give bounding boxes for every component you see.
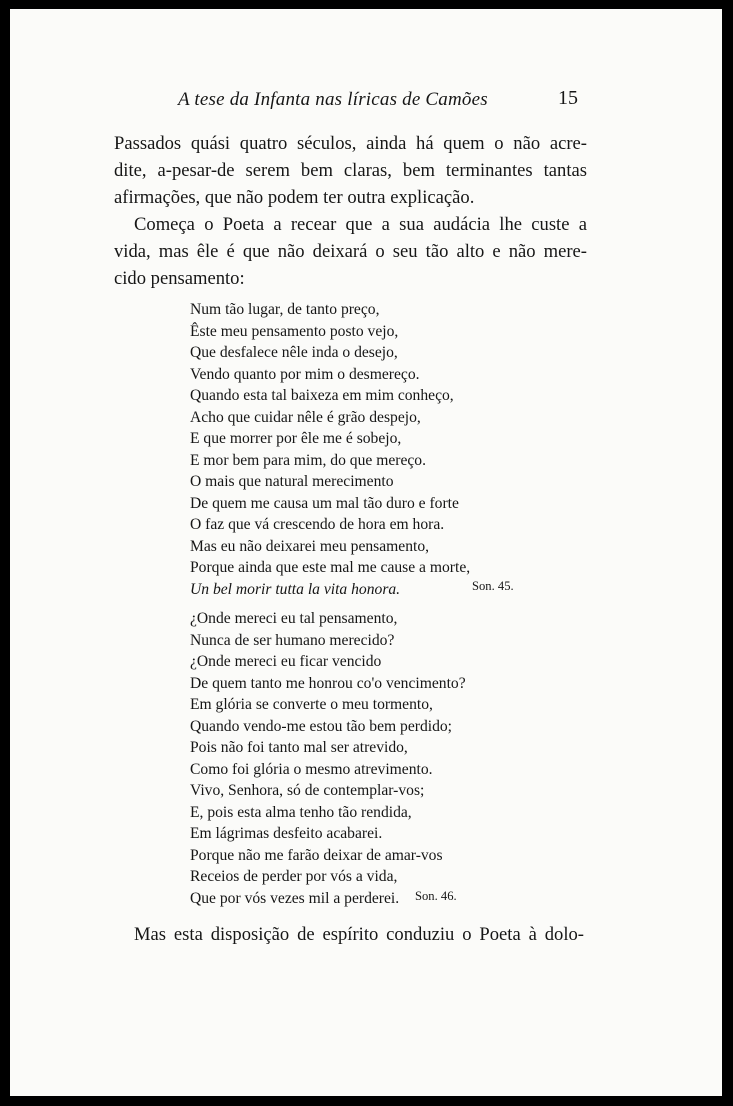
verse-line: De quem me causa um mal tão duro e forte <box>190 494 459 512</box>
verse-line: Como foi glória o mesmo atrevimento. <box>190 760 433 778</box>
verse-line: O mais que natural merecimento <box>190 473 394 490</box>
paragraph-line: dite, a-pesar-de serem bem claras, bem terminantes tantas <box>114 160 587 181</box>
sonnet-reference: Son. 46. <box>415 889 457 903</box>
verse-line: Que desfalece nêle inda o desejo, <box>190 344 398 361</box>
verse-line: Porque não me farão deixar de amar-vos <box>190 846 443 864</box>
paragraph-line: afirmações, que não podem ter outra explicação. <box>114 187 475 208</box>
verse-line: Que por vós vezes mil a perderei. <box>190 889 400 907</box>
paragraph-line: Mas esta disposição de espírito conduziu o Poeta à dolo- <box>134 924 584 945</box>
paragraph-1 <box>114 130 587 211</box>
verse-line: Em glória se converte o meu tormento, <box>190 696 433 713</box>
verse-line: Quando esta tal baixeza em mim conheço, <box>190 387 454 404</box>
paragraph-line: Começa o Poeta a recear que a sua audácia lhe custe a <box>134 214 587 235</box>
paragraph-2 <box>114 211 587 292</box>
sonnet-45 <box>190 299 470 600</box>
paragraph-3 <box>134 921 584 948</box>
verse-line: E que morrer por êle me é sobejo, <box>190 430 402 447</box>
verse-line: Porque ainda que este mal me cause a morte, <box>190 559 471 576</box>
verse-line: Acho que cuidar nêle é grão despejo, <box>190 408 421 426</box>
running-head: A tese da Infanta nas líricas de Camões <box>178 89 488 110</box>
paragraph-line: Passados quási quatro séculos, ainda há quem o não acre- <box>114 133 587 154</box>
verse-line: Nunca de ser humano merecido? <box>190 631 395 649</box>
sonnet-46 <box>190 608 466 909</box>
verse-line: ¿Onde mereci eu ficar vencido <box>190 653 382 670</box>
verse-line: Pois não foi tanto mal ser atrevido, <box>190 739 408 756</box>
verse-line: E, pois esta alma tenho tão rendida, <box>190 803 412 821</box>
verse-line: Vivo, Senhora, só de contemplar-vos; <box>190 782 425 799</box>
verse-line: Num tão lugar, de tanto preço, <box>190 301 380 318</box>
verse-line: E mor bem para mim, do que mereço. <box>190 451 426 469</box>
book-page <box>10 9 722 1096</box>
verse-line: De quem tanto me honrou co'o vencimento? <box>190 674 466 692</box>
page-number: 15 <box>558 87 578 109</box>
paragraph-line: cido pensamento: <box>114 268 245 289</box>
verse-line: Quando vendo-me estou tão bem perdido; <box>190 717 452 735</box>
verse-line: Vendo quanto por mim o desmereço. <box>190 365 420 383</box>
verse-line: O faz que vá crescendo de hora em hora. <box>190 516 445 533</box>
verse-line: ¿Onde mereci eu tal pensamento, <box>190 610 398 627</box>
verse-line: Receios de perder por vós a vida, <box>190 868 398 885</box>
verse-line: Êste meu pensamento posto vejo, <box>190 322 399 340</box>
verse-line-italic: Un bel morir tutta la vita honora. <box>190 580 401 598</box>
paragraph-line: vida, mas êle é que não deixará o seu tão alto e não mere- <box>114 241 587 262</box>
verse-line: Mas eu não deixarei meu pensamento, <box>190 537 430 555</box>
sonnet-reference: Son. 45. <box>472 579 514 593</box>
verse-line: Em lágrimas desfeito acabarei. <box>190 825 383 842</box>
